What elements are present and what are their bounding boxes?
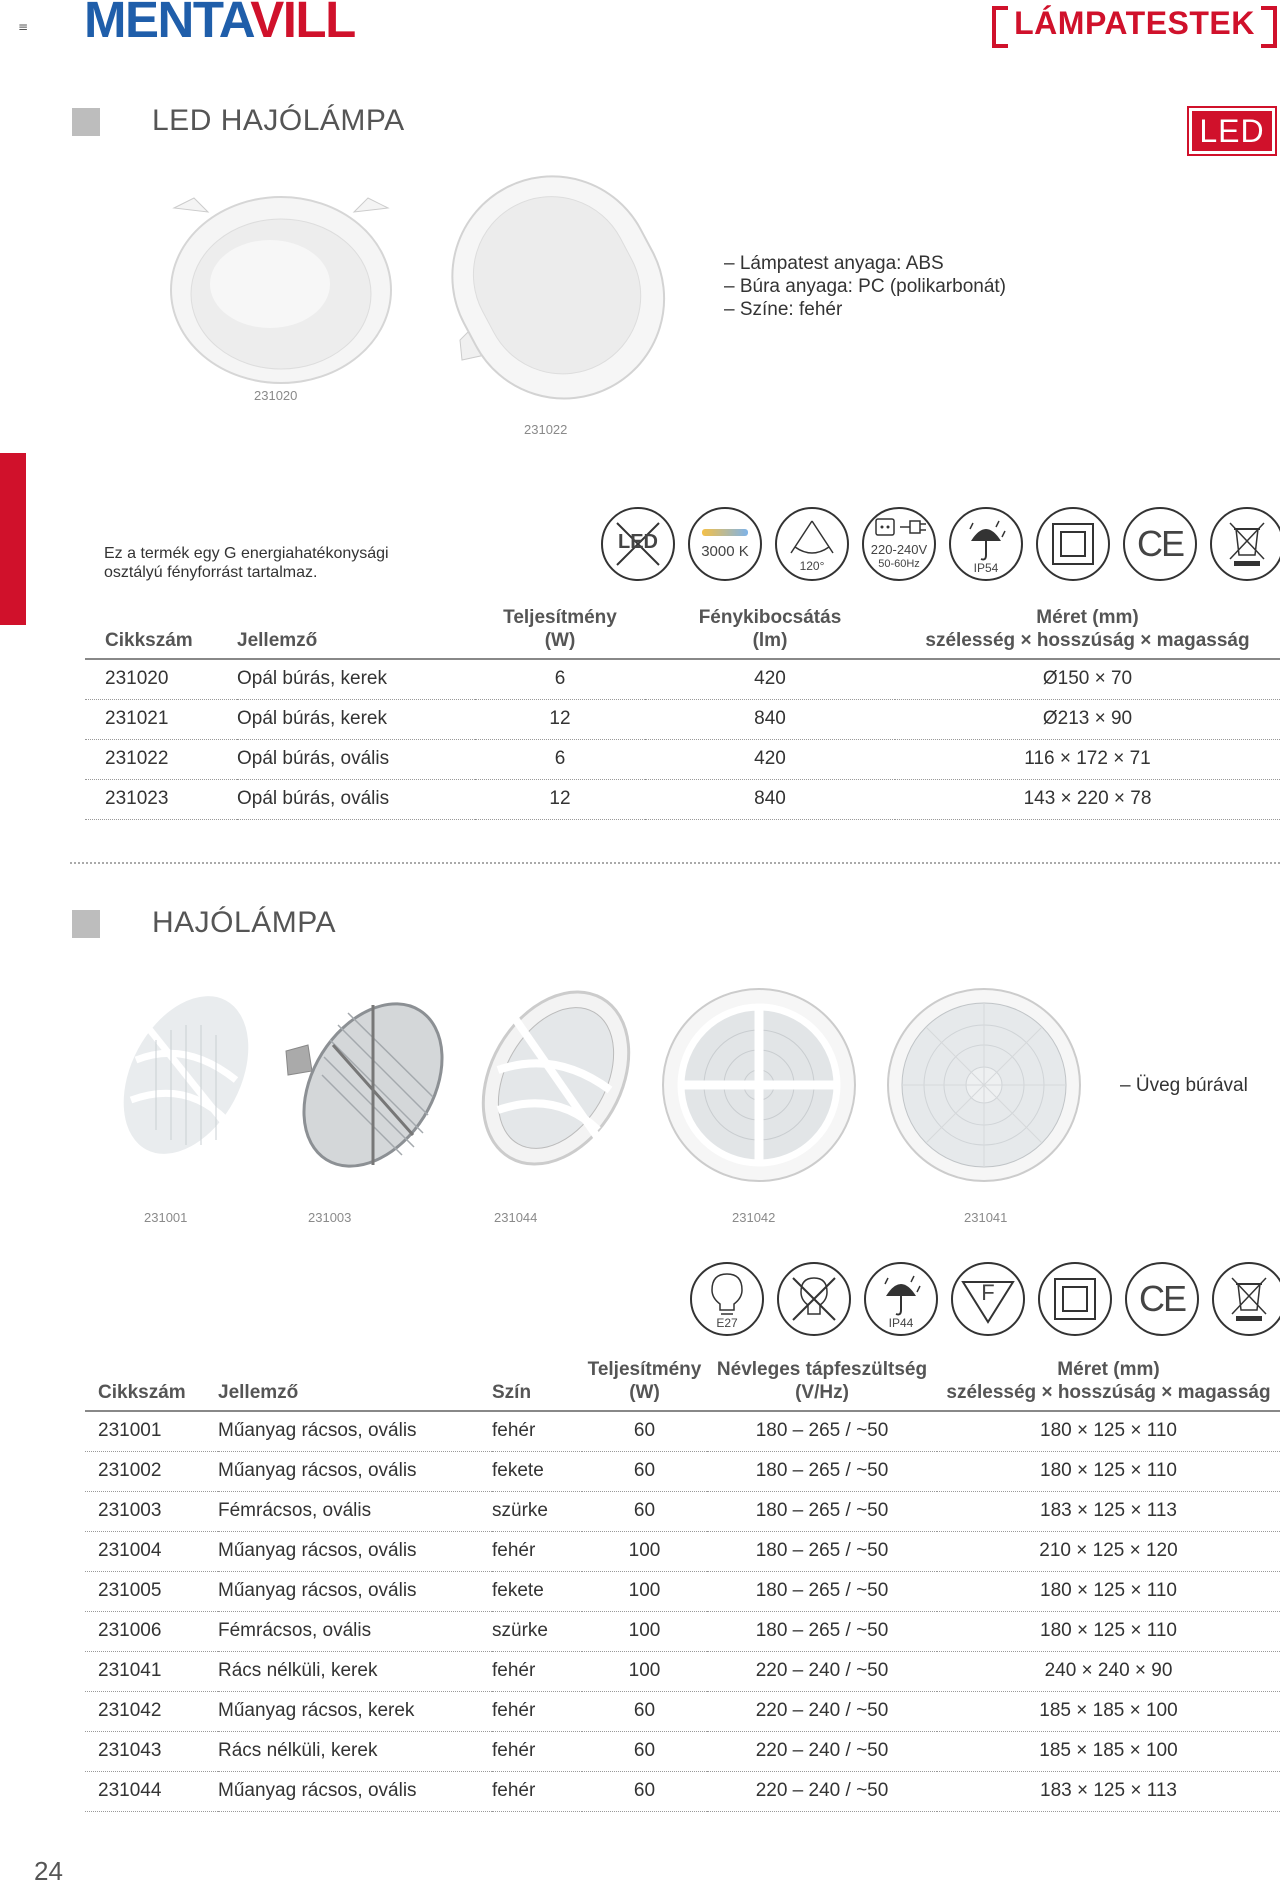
feature-icons [601, 507, 1280, 581]
cell-size: Ø150 × 70 [895, 659, 1280, 699]
table-row [85, 1731, 1280, 1771]
cell-code: 231002 [85, 1451, 218, 1491]
col-header-color: Szín [492, 1358, 582, 1411]
table-row [85, 1451, 1280, 1491]
led-badge: LED [1187, 106, 1277, 156]
product-description: – Üveg búrával [1120, 1075, 1248, 1096]
ce-mark-icon: CE [1123, 507, 1197, 581]
col-header-feature: Jellemző [218, 1358, 492, 1411]
cell-flux: 420 [645, 739, 895, 779]
cell-size: 116 × 172 × 71 [895, 739, 1280, 779]
table-row [85, 1771, 1280, 1811]
product-image-231020 [160, 190, 402, 390]
cell-color: fehér [492, 1691, 582, 1731]
product-code-label: 231001 [144, 1210, 188, 1225]
color-temperature-icon: 3000 K [688, 507, 762, 581]
table-row [85, 1691, 1280, 1731]
cell-color: fekete [492, 1571, 582, 1611]
table-row [85, 1571, 1280, 1611]
brand-logo: MENTAVILL [84, 0, 355, 48]
cell-code: 231042 [85, 1691, 218, 1731]
cell-code: 231003 [85, 1491, 218, 1531]
cell-voltage: 180 – 265 / ~50 [707, 1411, 937, 1451]
cell-size: Ø213 × 90 [895, 699, 1280, 739]
table-row [85, 699, 1280, 739]
section-marker [72, 910, 100, 938]
cell-color: fehér [492, 1531, 582, 1571]
cell-code: 231006 [85, 1611, 218, 1651]
cell-code: 231022 [85, 739, 237, 779]
cell-power: 100 [582, 1651, 707, 1691]
cell-power: 60 [582, 1491, 707, 1531]
cell-feature: Műanyag rácsos, ovális [218, 1531, 492, 1571]
led-spec-table [85, 606, 1280, 820]
product-image-231044 [458, 980, 648, 1175]
cell-size: 240 × 240 × 90 [937, 1651, 1280, 1691]
menu-icon[interactable]: ≡ [18, 20, 29, 34]
col-header-voltage: Névleges tápfeszültség (V/Hz) [707, 1358, 937, 1411]
cell-code: 231005 [85, 1571, 218, 1611]
section-marker [72, 108, 100, 136]
table-row [85, 779, 1280, 819]
cell-power: 60 [582, 1771, 707, 1811]
page-number: 24 [34, 1856, 63, 1883]
cell-size: 210 × 125 × 120 [937, 1531, 1280, 1571]
cell-power: 12 [475, 779, 645, 819]
cell-feature: Műanyag rácsos, kerek [218, 1691, 492, 1731]
cell-voltage: 180 – 265 / ~50 [707, 1571, 937, 1611]
col-header-size: Méret (mm) szélesség × hosszúság × magasság [937, 1358, 1280, 1411]
product-code-label: 231041 [964, 1210, 1008, 1225]
cell-power: 6 [475, 659, 645, 699]
cell-color: fekete [492, 1451, 582, 1491]
product-image-231001 [96, 980, 276, 1170]
cell-voltage: 180 – 265 / ~50 [707, 1531, 937, 1571]
voltage-plug-icon: 220-240V 50-60Hz [862, 507, 936, 581]
cell-feature: Műanyag rácsos, ovális [218, 1451, 492, 1491]
cell-flux: 420 [645, 659, 895, 699]
product-image-231003 [278, 985, 458, 1175]
cell-size: 183 × 125 × 113 [937, 1771, 1280, 1811]
cell-size: 185 × 185 × 100 [937, 1691, 1280, 1731]
cell-code: 231004 [85, 1531, 218, 1571]
feature-icons [690, 1262, 1280, 1336]
product-description: – Lámpatest anyaga: ABS – Búra anyaga: PC (polikarbonát) – Színe: fehér [724, 253, 1006, 320]
ip-rating-icon: IP44 [864, 1262, 938, 1336]
col-header-feature: Jellemző [237, 606, 475, 659]
cell-voltage: 180 – 265 / ~50 [707, 1611, 937, 1651]
table-row [85, 659, 1280, 699]
cell-power: 60 [582, 1691, 707, 1731]
cell-power: 100 [582, 1531, 707, 1571]
no-led-icon [777, 1262, 851, 1336]
table-row [85, 739, 1280, 779]
cell-size: 143 × 220 × 78 [895, 779, 1280, 819]
product-code-label: 231020 [254, 388, 298, 403]
col-header-code: Cikkszám [85, 1358, 218, 1411]
protection-class-icon [1038, 1262, 1112, 1336]
cell-color: szürke [492, 1611, 582, 1651]
product-code-label: 231042 [732, 1210, 776, 1225]
cell-size: 185 × 185 × 100 [937, 1731, 1280, 1771]
cell-power: 100 [582, 1571, 707, 1611]
cell-code: 231023 [85, 779, 237, 819]
cell-feature: Opál búrás, kerek [237, 659, 475, 699]
col-header-code: Cikkszám [85, 606, 237, 659]
cell-power: 60 [582, 1411, 707, 1451]
cell-code: 231001 [85, 1411, 218, 1451]
cell-voltage: 180 – 265 / ~50 [707, 1491, 937, 1531]
cell-color: fehér [492, 1771, 582, 1811]
bulb-e27-icon: E27 [690, 1262, 764, 1336]
cell-feature: Opál búrás, kerek [237, 699, 475, 739]
cell-feature: Rács nélküli, kerek [218, 1651, 492, 1691]
cell-size: 180 × 125 × 110 [937, 1451, 1280, 1491]
table-row [85, 1491, 1280, 1531]
cell-code: 231043 [85, 1731, 218, 1771]
energy-note: Ez a termék egy G energiahatékonysági osztályú fényforrást tartalmaz. [104, 545, 389, 581]
side-color-tab [0, 453, 26, 625]
col-header-power: Teljesítmény (W) [475, 606, 645, 659]
led-icon: LED [601, 507, 675, 581]
cell-code: 231021 [85, 699, 237, 739]
product-code-label: 231022 [524, 422, 568, 437]
cell-size: 180 × 125 × 110 [937, 1411, 1280, 1451]
cell-power: 6 [475, 739, 645, 779]
cell-power: 60 [582, 1731, 707, 1771]
cell-size: 183 × 125 × 113 [937, 1491, 1280, 1531]
cell-color: szürke [492, 1491, 582, 1531]
cell-color: fehér [492, 1411, 582, 1451]
ip-rating-icon: IP54 [949, 507, 1023, 581]
cell-flux: 840 [645, 779, 895, 819]
cell-feature: Műanyag rácsos, ovális [218, 1411, 492, 1451]
section-title-ship-lamp: HAJÓLÁMPA [152, 906, 336, 939]
cell-code: 231020 [85, 659, 237, 699]
weee-bin-icon [1210, 507, 1280, 581]
col-header-power: Teljesítmény (W) [582, 1358, 707, 1411]
col-header-flux: Fénykibocsátás (lm) [645, 606, 895, 659]
category-title: LÁMPATESTEK [992, 4, 1277, 42]
cell-power: 12 [475, 699, 645, 739]
weee-bin-icon [1212, 1262, 1280, 1336]
cell-voltage: 220 – 240 / ~50 [707, 1651, 937, 1691]
cell-power: 60 [582, 1451, 707, 1491]
cell-voltage: 220 – 240 / ~50 [707, 1771, 937, 1811]
cell-feature: Műanyag rácsos, ovális [218, 1571, 492, 1611]
product-image-231022 [440, 165, 670, 405]
cell-feature: Műanyag rácsos, ovális [218, 1771, 492, 1811]
section-title-led: LED HAJÓLÁMPA [152, 104, 405, 137]
cell-code: 231041 [85, 1651, 218, 1691]
cell-color: fehér [492, 1651, 582, 1691]
cell-color: fehér [492, 1731, 582, 1771]
col-header-size: Méret (mm) szélesség × hosszúság × magasság [895, 606, 1280, 659]
cell-flux: 840 [645, 699, 895, 739]
cell-voltage: 180 – 265 / ~50 [707, 1451, 937, 1491]
protection-class-icon [1036, 507, 1110, 581]
table-row [85, 1611, 1280, 1651]
cell-size: 180 × 125 × 110 [937, 1611, 1280, 1651]
cell-code: 231044 [85, 1771, 218, 1811]
table-row [85, 1531, 1280, 1571]
cell-feature: Rács nélküli, kerek [218, 1731, 492, 1771]
f-mark-icon: F [951, 1262, 1025, 1336]
cell-size: 180 × 125 × 110 [937, 1571, 1280, 1611]
cell-feature: Opál búrás, ovális [237, 779, 475, 819]
table-header-row [85, 1358, 1280, 1411]
cell-voltage: 220 – 240 / ~50 [707, 1731, 937, 1771]
table-header-row [85, 606, 1280, 659]
beam-angle-icon: 120° [775, 507, 849, 581]
cell-power: 100 [582, 1611, 707, 1651]
product-code-label: 231003 [308, 1210, 352, 1225]
product-code-label: 231044 [494, 1210, 538, 1225]
table-row [85, 1651, 1280, 1691]
section-divider [70, 862, 1280, 864]
product-image-231041 [882, 985, 1086, 1185]
cell-voltage: 220 – 240 / ~50 [707, 1691, 937, 1731]
table-row [85, 1411, 1280, 1451]
cell-feature: Fémrácsos, ovális [218, 1611, 492, 1651]
product-image-231042 [656, 985, 862, 1185]
ship-lamp-spec-table [85, 1358, 1280, 1812]
cell-feature: Opál búrás, ovális [237, 739, 475, 779]
cell-feature: Fémrácsos, ovális [218, 1491, 492, 1531]
ce-mark-icon: CE [1125, 1262, 1199, 1336]
